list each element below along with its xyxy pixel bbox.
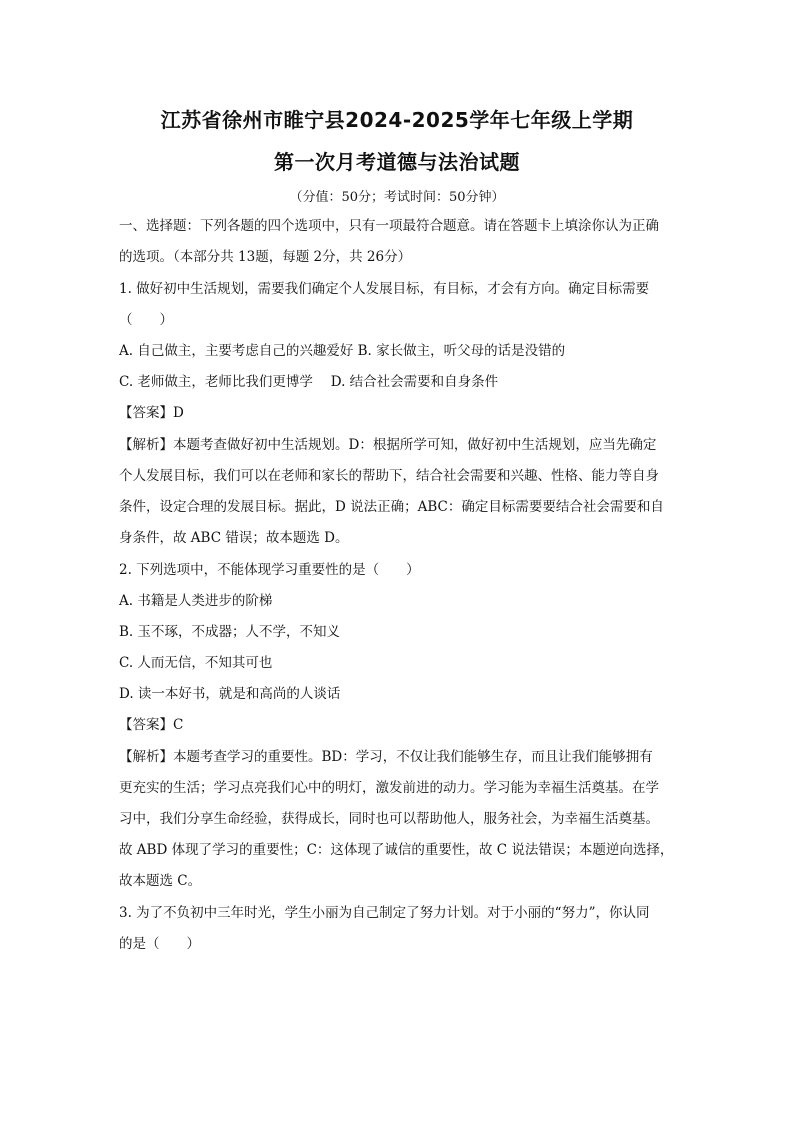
document-title-line-1: 江苏省徐州市睢宁县2024-2025学年七年级上学期 bbox=[160, 108, 634, 132]
question-2-answer: 【答案】C bbox=[119, 717, 184, 733]
question-2-option-d: D. 读一本好书，就是和高尚的人谈话 bbox=[119, 686, 341, 702]
question-1-answer: 【答案】D bbox=[119, 405, 184, 421]
question-2-option-a: A. 书籍是人类进步的阶梯 bbox=[119, 593, 273, 609]
question-1-analysis-line-4: 身条件，故 ABC 错误；故本题选 D。 bbox=[119, 530, 349, 546]
question-1-analysis-line-2: 个人发展目标，我们可以在老师和家长的帮助下，结合社会需要和兴趣、性格、能力等自身 bbox=[119, 468, 659, 484]
question-1-analysis-line-1: 【解析】本题考查做好初中生活规划。D：根据所学可知，做好初中生活规划，应当先确定 bbox=[119, 437, 657, 453]
question-2-analysis-line-3: 习中，我们分享生命经验，获得成长，同时也可以帮助他人，服务社会，为幸福生活奠基。 bbox=[119, 811, 659, 827]
question-2-option-c: C. 人而无信，不知其可也 bbox=[119, 655, 273, 671]
exam-info: （分值：50分；考试时间：50分钟） bbox=[289, 190, 505, 205]
question-3-stem-line-1: 3. 为了不负初中三年时光，学生小丽为自己制定了努力计划。对于小丽的“努力”，你认同 bbox=[119, 905, 650, 921]
question-2-analysis-line-2: 更充实的生活；学习点亮我们心中的明灯，激发前进的动力。学习能为幸福生活奠基。在学 bbox=[119, 780, 659, 796]
question-1-stem-line-1: 1. 做好初中生活规划，需要我们确定个人发展目标，有目标，才会有方向。确定目标需要 bbox=[119, 281, 650, 297]
question-2-analysis-line-4: 故 ABD 体现了学习的重要性；C：这体现了诚信的重要性，故 C 说法错误；本题逆向选择， bbox=[119, 842, 674, 858]
section-instruction-line-2: 的选项。（本部分共 13题，每题 2分，共 26分） bbox=[119, 249, 412, 265]
question-2-stem: 2. 下列选项中，不能体现学习重要性的是（ ） bbox=[119, 562, 420, 578]
question-2-analysis-line-1: 【解析】本题考查学习的重要性。BD：学习，不仅让我们能够生存，而且让我们能够拥有 bbox=[119, 749, 653, 765]
question-2-option-b: B. 玉不琢，不成器；人不学，不知义 bbox=[119, 624, 341, 640]
question-1-options-cd: C. 老师做主，老师比我们更博学 D. 结合社会需要和自身条件 bbox=[119, 374, 499, 390]
document-title-line-2: 第一次月考道德与法治试题 bbox=[274, 150, 520, 174]
question-1-stem-line-2: （ ） bbox=[119, 312, 173, 328]
question-3-stem-line-2: 的是（ ） bbox=[119, 936, 200, 952]
question-1-analysis-line-3: 条件，设定合理的发展目标。据此，D 说法正确；ABC：确定目标需要要结合社会需要和自 bbox=[119, 499, 664, 515]
question-1-options-ab: A. 自己做主，主要考虑自己的兴趣爱好 B. 家长做主，听父母的话是没错的 bbox=[119, 343, 566, 359]
question-2-analysis-line-5: 故本题选 C。 bbox=[119, 873, 202, 889]
section-instruction-line-1: 一、选择题：下列各题的四个选项中，只有一项最符合题意。请在答题卡上填涂你认为正确 bbox=[119, 218, 659, 234]
